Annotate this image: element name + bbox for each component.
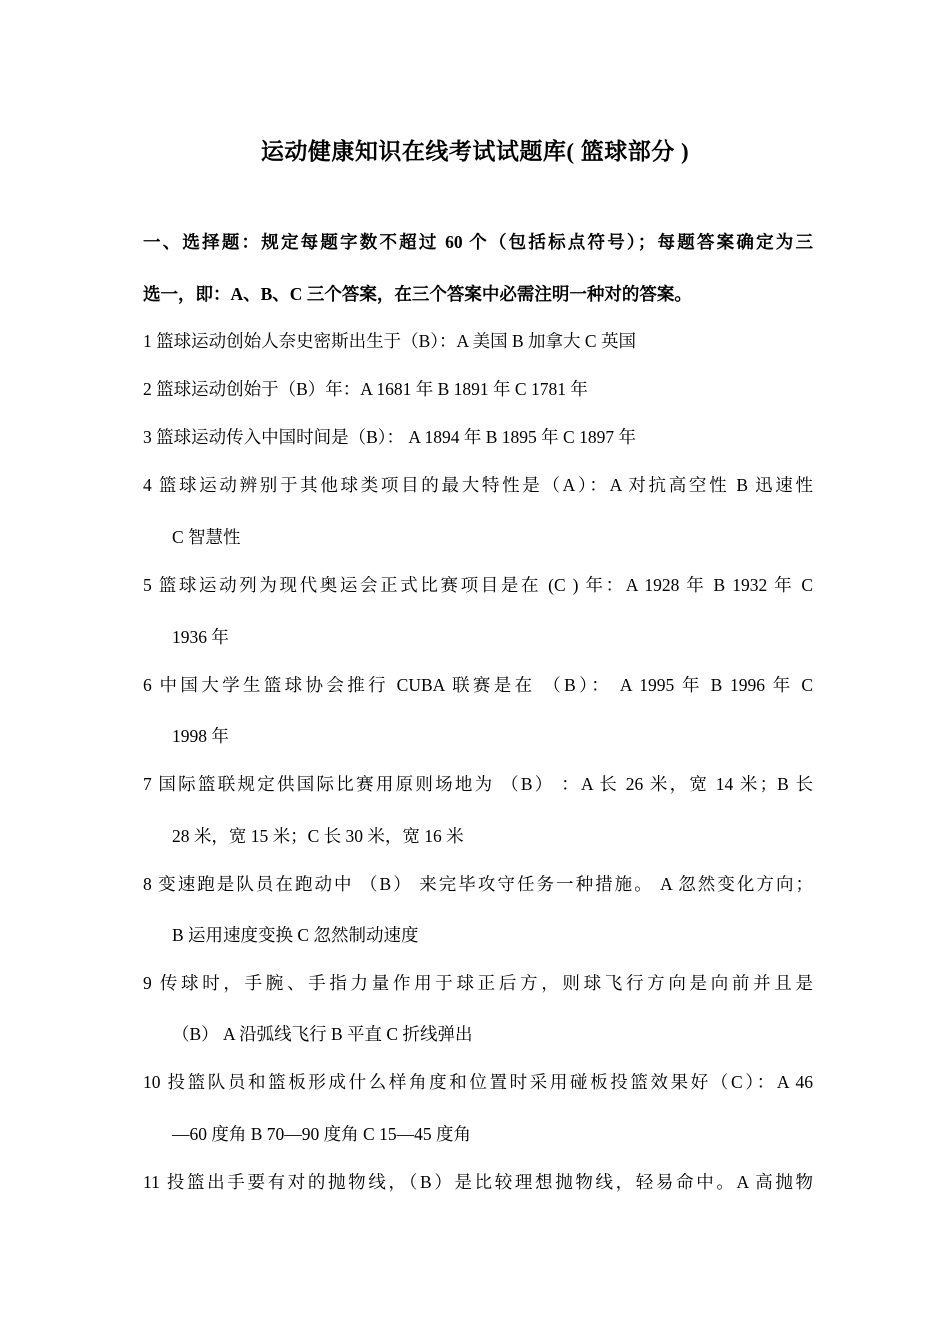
question-8: 8 变速跑是队员在跑动中 （B） 来完毕攻守任务一种措施。 A 忽然变化方向； bbox=[143, 874, 813, 894]
question-9: 9 传球时，手腕、手指力量作用于球正后方，则球飞行方向是向前并且是 bbox=[143, 973, 813, 993]
question-1: 1 篮球运动创始人奈史密斯出生于（B）：A 美国 B 加拿大 C 英国 bbox=[143, 331, 636, 351]
question-4-continued: C 智慧性 bbox=[172, 527, 241, 547]
question-6: 6 中国大学生篮球协会推行 CUBA 联赛是在 （B）： A 1995 年 B 1996 年 C bbox=[143, 675, 813, 695]
question-6-continued: 1998 年 bbox=[172, 726, 229, 746]
question-7: 7 国际篮联规定供国际比赛用原则场地为 （B） ：A 长 26 米，宽 14 米；B 长 bbox=[143, 774, 813, 794]
question-10: 10 投篮队员和篮板形成什么样角度和位置时采用碰板投篮效果好（C）：A 46 bbox=[143, 1072, 813, 1092]
section-heading-line-2: 选一，即：A、B、C 三个答案，在三个答案中必需注明一种对的答案。 bbox=[143, 284, 692, 304]
question-11: 11 投篮出手要有对的抛物线，（B）是比较理想抛物线，轻易命中。A 高抛物 bbox=[143, 1172, 813, 1192]
question-7-continued: 28 米，宽 15 米；C 长 30 米，宽 16 米 bbox=[172, 826, 464, 846]
question-3: 3 篮球运动传入中国时间是（B）： A 1894 年 B 1895 年 C 1897 年 bbox=[143, 427, 636, 447]
question-8-continued: B 运用速度变换 C 忽然制动速度 bbox=[172, 925, 419, 945]
document-title: 运动健康知识在线考试试题库( 篮球部分 ) bbox=[260, 139, 690, 164]
question-9-continued: （B） A 沿弧线飞行 B 平直 C 折线弹出 bbox=[172, 1024, 473, 1044]
question-5-continued: 1936 年 bbox=[172, 627, 229, 647]
question-2: 2 篮球运动创始于（B）年：A 1681 年 B 1891 年 C 1781 年 bbox=[143, 379, 588, 399]
question-10-continued: —60 度角 B 70—90 度角 C 15—45 度角 bbox=[172, 1124, 471, 1144]
section-heading-line-1: 一、选择题：规定每题字数不超过 60 个（包括标点符号）；每题答案确定为三 bbox=[143, 232, 813, 252]
question-5: 5 篮球运动列为现代奥运会正式比赛项目是在 (C ) 年：A 1928 年 B 1932 年 C bbox=[143, 575, 813, 595]
question-4: 4 篮球运动辨别于其他球类项目的最大特性是（A）：A 对抗高空性 B 迅速性 bbox=[143, 475, 813, 495]
